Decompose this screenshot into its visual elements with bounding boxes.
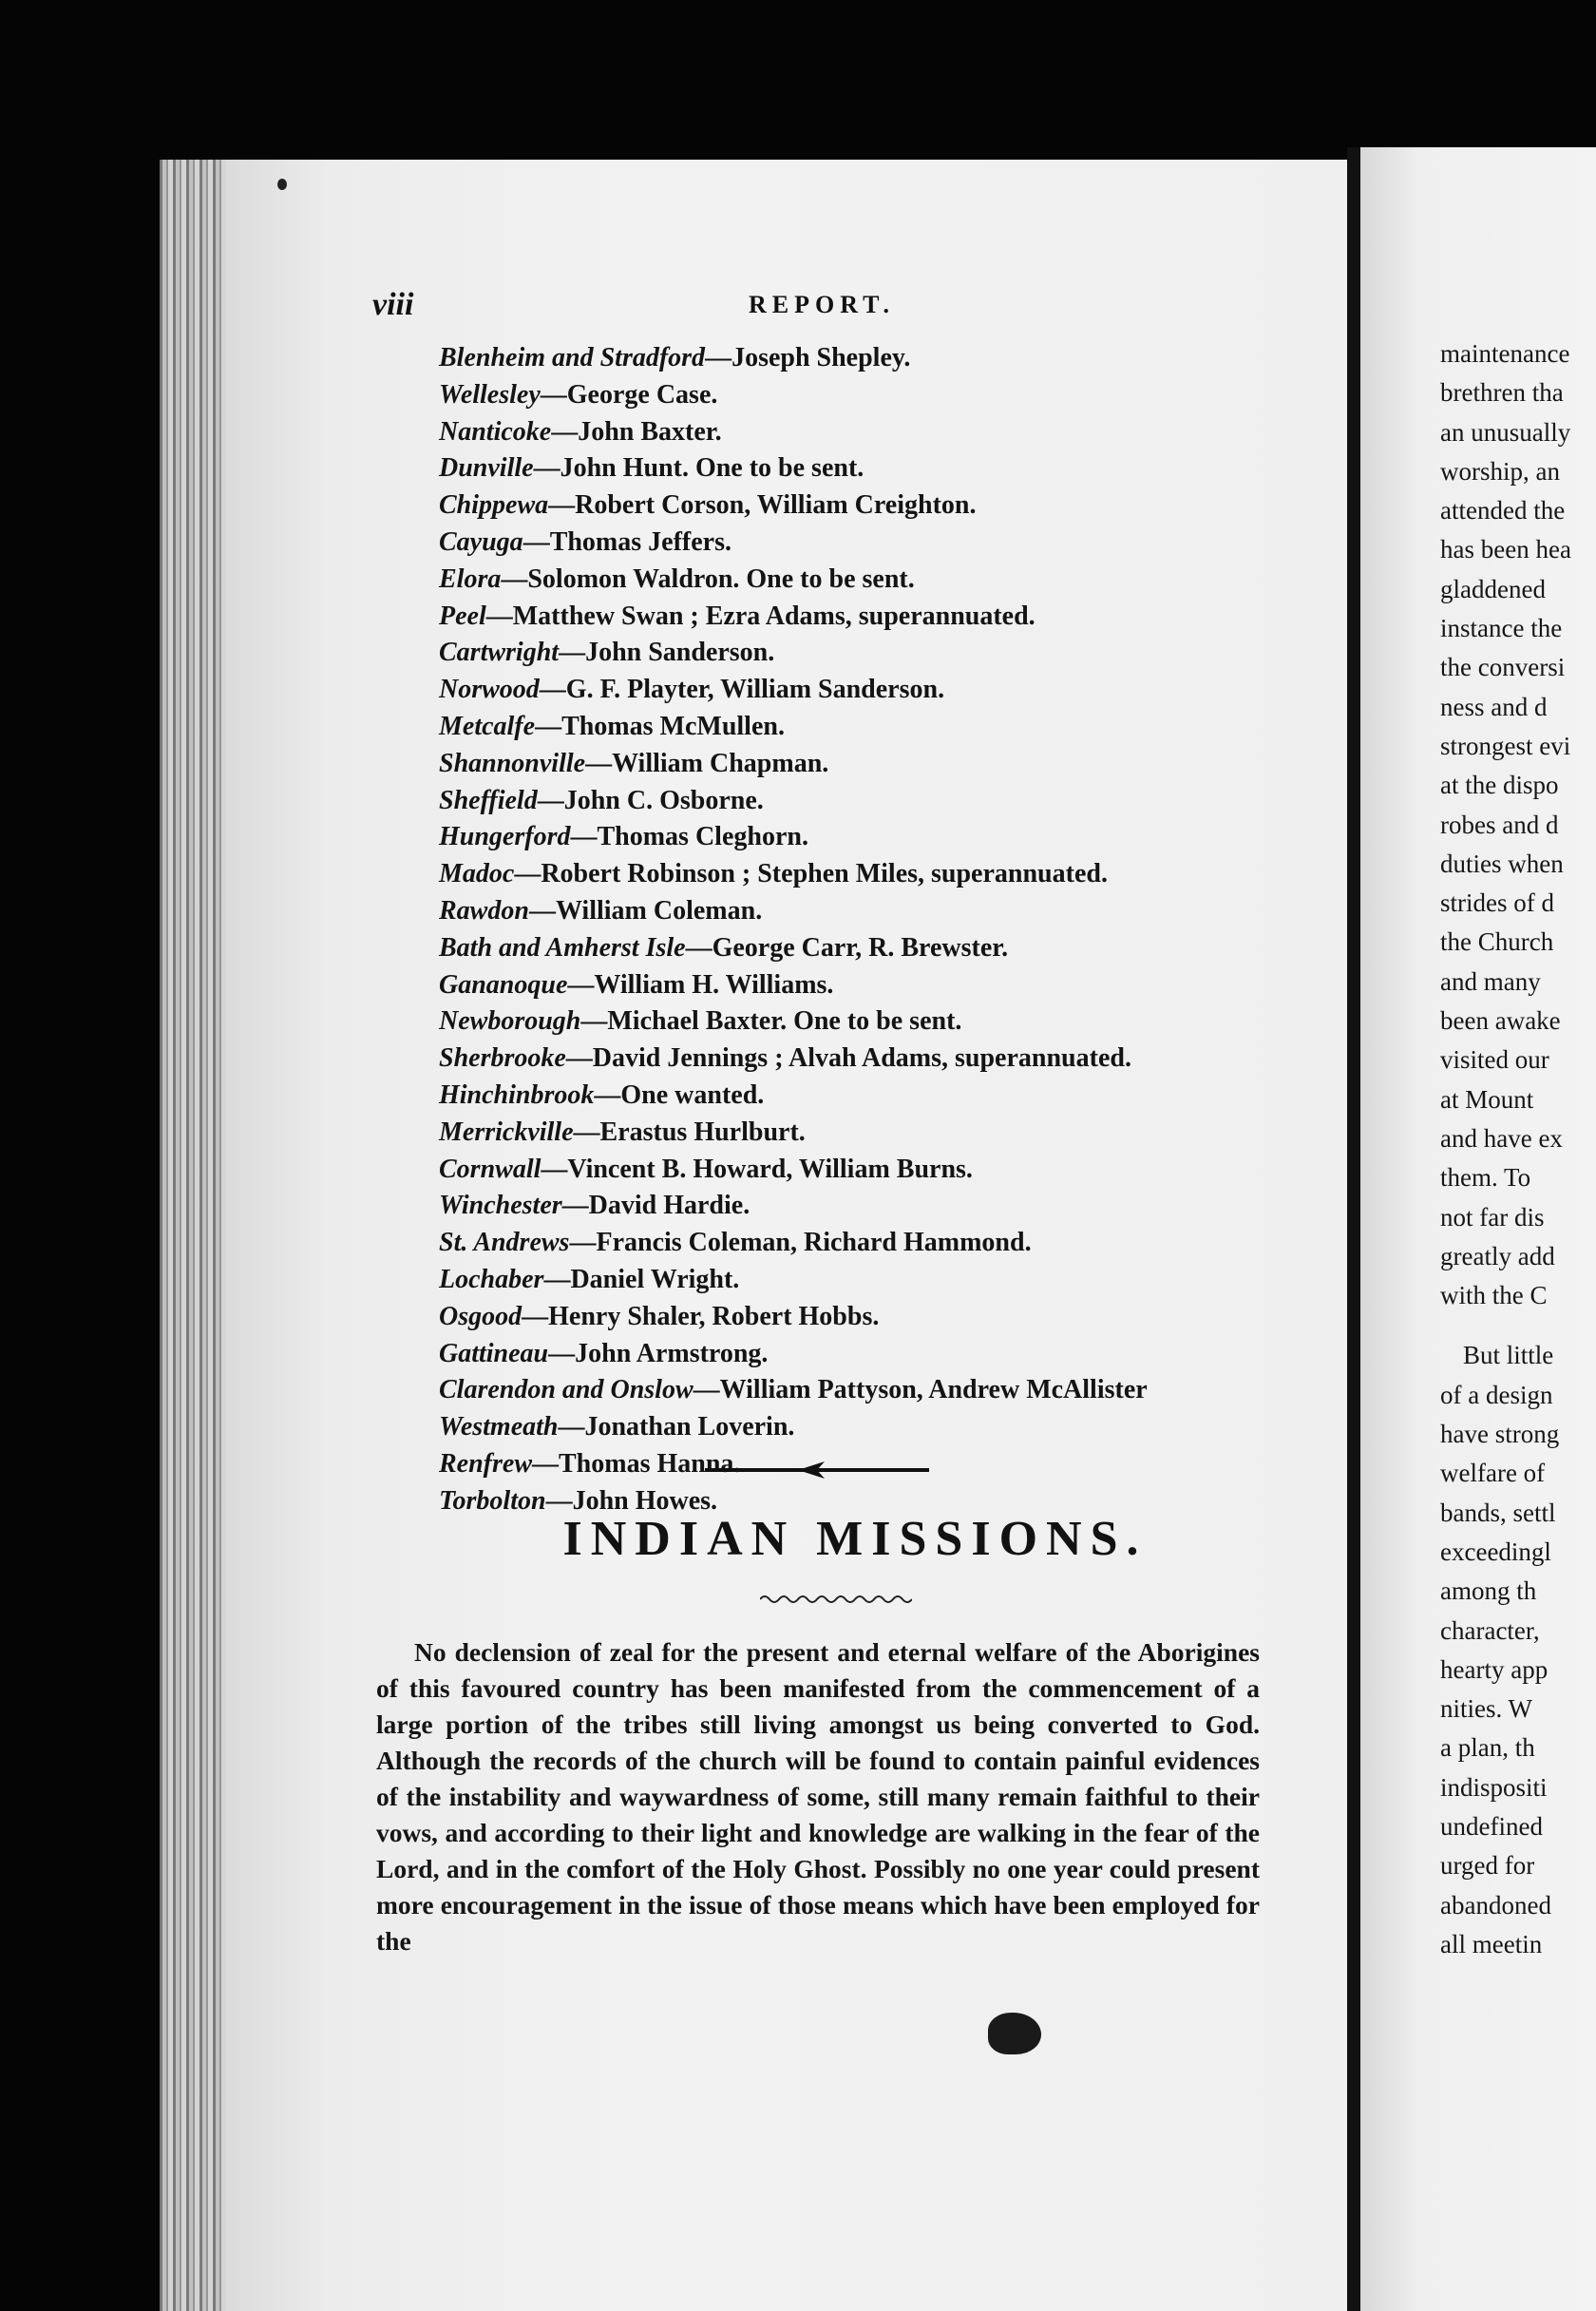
right-page-line: welfare of [1440,1459,1546,1488]
circuit-place: Shannonville [439,748,586,778]
circuit-entry [439,450,1256,487]
dash: — [561,1191,589,1221]
dash: — [559,638,586,668]
ink-blot [988,2013,1041,2054]
right-page-line: strongest evi [1440,731,1571,760]
dash: — [543,1264,571,1294]
circuit-entry [439,1409,1256,1446]
circuit-entry [439,414,1256,451]
right-page-line: character, [1440,1615,1540,1645]
circuit-place: Nanticoke [439,416,552,447]
right-page-line: the Church [1440,927,1554,957]
circuit-ministers: Thomas Hanna. [559,1448,741,1479]
circuit-place: Gananoque [439,969,568,1000]
circuit-entry [439,709,1256,746]
circuit-place: Gattineau [439,1338,549,1368]
circuit-place: Sherbrooke [439,1043,566,1074]
circuit-ministers: John Howes. [572,1485,718,1516]
page-number: viii [372,287,414,322]
dash: — [485,601,513,631]
circuit-place: Cartwright [439,638,560,668]
right-page-line: attended the [1440,496,1566,525]
indian-missions-paragraph [376,1634,1260,1959]
right-page-line: a plan, th [1440,1733,1535,1763]
dash: — [565,1043,593,1074]
circuit-place: Cayuga [439,526,523,557]
circuit-place: Madoc [439,859,515,889]
right-page-line: among th [1440,1576,1537,1606]
circuit-place: Wellesley [439,379,541,410]
circuit-entry [439,377,1256,414]
dash: — [548,490,576,521]
circuit-ministers: Matthew Swan ; Ezra Adams, superannuated. [512,601,1036,631]
circuit-ministers: Joseph Shepley. [732,343,911,372]
circuit-entry [439,1188,1256,1225]
right-page-line: duties when [1440,849,1564,878]
right-page-line: brethren tha [1440,378,1564,408]
right-page-line: has been hea [1440,535,1571,564]
right-page-line: ness and d [1440,692,1548,721]
circuit-place: Hungerford [439,822,571,852]
circuit-ministers: Erastus Hurlburt. [599,1117,806,1147]
circuit-entry [439,599,1256,636]
circuit-place: Clarendon and Onslow [439,1375,694,1405]
circuit-place: Elora [439,563,502,594]
circuit-ministers: Robert Robinson ; Stephen Miles, superannuated. [541,859,1108,889]
right-page-line: and many [1440,966,1541,996]
right-page-line: bands, settl [1440,1498,1556,1527]
right-page-line: worship, an [1440,456,1560,486]
right-page-line: nities. W [1440,1694,1532,1724]
right-page-line: visited our [1440,1045,1549,1075]
circuit-entry [439,1078,1256,1115]
dash: — [685,932,712,963]
right-page-line: robes and d [1440,810,1559,839]
ink-speck [277,179,287,190]
dash: — [537,785,564,815]
circuit-ministers: Thomas Jeffers. [549,526,732,557]
right-page-line: undefined [1440,1811,1543,1841]
running-head: REPORT. [749,291,895,318]
circuit-place: St. Andrews [439,1228,570,1258]
circuit-ministers: John Hunt. One to be sent. [560,453,864,484]
right-page-line: and have ex [1440,1123,1563,1153]
circuit-place: Hinchinbrook [439,1079,595,1110]
paragraph-gap [1440,1315,1596,1336]
circuit-entry [439,1115,1256,1152]
circuit-ministers: John Sanderson. [585,638,775,668]
dash: — [693,1375,720,1405]
dash: — [569,1228,597,1258]
circuit-ministers: Thomas Cleghorn. [597,822,808,852]
circuit-ministers: William Pattyson, Andrew McAllister [719,1375,1148,1405]
right-page-line: been awake [1440,1006,1561,1036]
right-page-text [1440,334,1596,1964]
circuit-ministers: Henry Shaler, Robert Hobbs. [548,1301,880,1331]
dash: — [522,1301,549,1331]
circuit-entry [439,1299,1256,1336]
right-page-line: indispositi [1440,1772,1548,1802]
circuit-entry [439,525,1256,562]
circuit-entry [439,1372,1256,1409]
circuit-entry [439,819,1256,856]
circuit-place: Blenheim and Stradford [439,343,706,372]
circuit-place: Merrickville [439,1117,574,1147]
circuit-ministers: William Coleman. [555,895,763,926]
circuit-ministers: Daniel Wright. [570,1264,740,1294]
circuit-place: Osgood [439,1301,522,1331]
right-page-line: with the C [1440,1281,1548,1310]
circuit-ministers: Francis Coleman, Richard Hammond. [596,1228,1032,1258]
dash: — [545,1485,573,1516]
circuit-ministers: George Carr, R. Brewster. [712,932,1009,963]
dash: — [540,379,567,410]
circuit-place: Renfrew [439,1448,532,1479]
circuit-ministers: Thomas McMullen. [561,711,785,741]
right-page-line: at the dispo [1440,771,1559,800]
dash: — [558,1412,585,1442]
right-page-line: of a design [1440,1380,1553,1409]
circuit-ministers: William Chapman. [612,748,829,778]
dash: — [514,859,542,889]
right-page-line: not far dis [1440,1202,1545,1232]
dash: — [522,526,550,557]
circuit-place: Bath and Amherst Isle [439,932,686,963]
circuit-ministers: William H. Williams. [594,969,834,1000]
dash: — [585,748,613,778]
circuit-ministers: Jonathan Loverin. [584,1412,795,1442]
circuit-entry [439,562,1256,599]
right-page-line: exceedingl [1440,1537,1551,1566]
dash: — [532,1448,559,1479]
circuit-ministers: George Case. [566,379,718,410]
dash: — [539,675,566,705]
circuit-place: Peel [439,601,486,631]
page-edges [160,160,226,2311]
dash: — [573,1117,600,1147]
circuit-ministers: John C. Osborne. [563,785,764,815]
dash: — [501,563,528,594]
right-page-line: at Mount [1440,1084,1534,1114]
circuit-entry [439,672,1256,709]
circuit-place: Chippewa [439,490,549,521]
dash: — [548,1338,576,1368]
circuit-entry [439,1336,1256,1373]
circuit-entry [439,746,1256,783]
circuit-entry [439,1152,1256,1189]
right-page-line: all meetin [1440,1929,1543,1958]
circuit-place: Dunville [439,453,534,484]
dash: — [567,969,595,1000]
circuit-ministers: G. F. Playter, William Sanderson. [565,675,945,705]
wavy-divider [760,1592,912,1607]
circuit-place: Newborough [439,1006,581,1037]
circuit-list [439,340,1256,1520]
right-page-line: maintenance [1440,339,1570,368]
dash: — [551,416,579,447]
right-page-line: urged for [1440,1851,1535,1881]
circuit-entry [439,340,1256,377]
page-gutter [1347,147,1360,2311]
circuit-place: Rawdon [439,895,529,926]
paragraph-text: No declension of zeal for the present and eternal welfare of the Aborigines of this favoured country has been manifested from the commencement of a large portion of the tribes still living amongst us being converted to God. Although the records of the church will be found to contain painful evidences of the instability and waywardness of some, still many remain faithful to their vows, and according to their light and knowledge are walking in the fear of the Lord, and in the comfort of the Holy Ghost. Possibly no one year could present more encouragement in the issue of those means which have been employed for the [376,1637,1260,1956]
circuit-entry [439,967,1256,1004]
dash: — [535,711,562,741]
dash: — [528,895,556,926]
circuit-place: Lochaber [439,1264,544,1294]
dash: — [705,343,732,372]
circuit-ministers: One wanted. [620,1079,765,1110]
circuit-place: Metcalfe [439,711,536,741]
right-page-line: an unusually [1440,417,1571,447]
circuit-place: Torbolton [439,1485,546,1516]
circuit-place: Cornwall [439,1154,542,1184]
circuit-place: Westmeath [439,1412,559,1442]
circuit-ministers: David Hardie. [588,1191,750,1221]
right-page-line: greatly add [1440,1241,1555,1270]
circuit-entry [439,893,1256,930]
circuit-place: Sheffield [439,785,538,815]
circuit-ministers: Vincent B. Howard, William Burns. [567,1154,973,1184]
circuit-entry [439,856,1256,893]
right-page-line: the conversi [1440,653,1566,682]
circuit-entry [439,1003,1256,1041]
right-page-line: But little [1463,1341,1554,1370]
circuit-entry [439,783,1256,820]
circuit-ministers: Solomon Waldron. One to be sent. [527,563,915,594]
circuit-place: Norwood [439,675,540,705]
right-page-line: have strong [1440,1420,1560,1449]
circuit-entry [439,635,1256,672]
right-page-line: strides of d [1440,888,1554,918]
circuit-ministers: Robert Corson, William Creighton. [575,490,977,521]
right-page-line: them. To [1440,1163,1531,1193]
right-page-line: abandoned [1440,1890,1551,1919]
circuit-entry [439,1225,1256,1262]
circuit-entry [439,487,1256,525]
circuit-ministers: Michael Baxter. One to be sent. [607,1006,962,1037]
circuit-ministers: John Armstrong. [575,1338,769,1368]
circuit-ministers: John Baxter. [578,416,722,447]
dash: — [594,1079,621,1110]
dash: — [570,822,598,852]
circuit-entry [439,930,1256,967]
section-title: INDIAN MISSIONS. [562,1512,1148,1566]
circuit-ministers: David Jennings ; Alvah Adams, superannuated. [592,1043,1131,1074]
right-page-line: gladdened [1440,574,1546,603]
circuit-entry [439,1262,1256,1299]
dash: — [541,1154,568,1184]
ornamental-rule [703,1456,931,1484]
right-page-line: hearty app [1440,1654,1548,1684]
right-page-line: instance the [1440,614,1563,643]
circuit-entry [439,1041,1256,1078]
dash: — [580,1006,608,1037]
circuit-place: Winchester [439,1191,562,1221]
dash: — [533,453,560,484]
